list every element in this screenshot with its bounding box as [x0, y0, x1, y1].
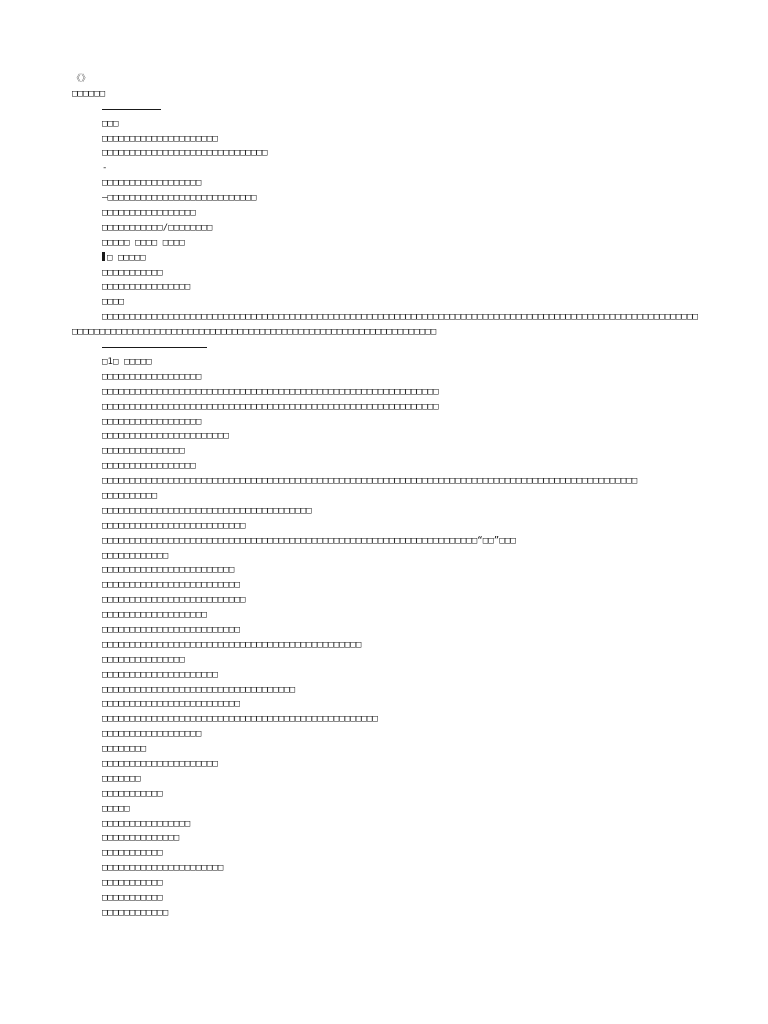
text-line: □□□□□□□□□□□□□□□ [102, 446, 185, 457]
text-line: □□□□□□□□□□□□□□□□□□□□□ [102, 759, 218, 770]
text-line: □□□□□□□□□□□□□□□□□□□□□ [102, 669, 218, 680]
text-line: □□□□□□□□□□□□□□□□ [102, 818, 191, 829]
text-line: □□□□□□□□□□□□□□□□□□□□□□□□□ [102, 625, 240, 635]
text-line: □□□□□□□□□□□□□□□□□□□□□□□□ [102, 565, 235, 576]
text-line: □□□□□□□□□□□□□□□□□□□□□□□□□□□□□□□□□□□□□□□□□□□□□□□□□□□□□□□□□□□□□□□□□□□□“□□”□□□ [102, 535, 516, 546]
text-line: □□□□□□□□□□ [102, 490, 158, 501]
text-line: □□□□□□□□□□□□□□□□□□□□□□□□□□□□□□ [102, 148, 268, 159]
text-line: □□□□□□□□□□□ [102, 848, 163, 859]
text-line: □□□□□ [102, 803, 130, 814]
heading-rule [72, 102, 698, 117]
bar-marker [102, 252, 105, 261]
text-line: □□□□□□□□□□□□□□□ [102, 654, 185, 665]
marked-line-text: □ □□□□□ [107, 252, 146, 263]
text-line: □□□□□□□□□□□□□□□□□□□□□ [102, 133, 218, 144]
text-line: —□□□□□□□□□□□□□□□□□□□□□□□□□□□ [102, 193, 257, 204]
text-line: □□□□□□□□□□□ [102, 267, 163, 278]
text-line: □□□□□□□□□□□□□□□□□□□□□□□□□□□□□□□□□□□□□□□□□□□□□□□ [102, 639, 362, 650]
text-line: □□□□□□□□□□□ [102, 788, 163, 799]
text-line: □□□□□□□□□□□□□□□□□□ [102, 729, 202, 740]
text-line: □□□□□□□□□□□□□□□□□□□□□□□□□□□□□□□□□□□ [102, 684, 296, 695]
text-line: □□□□□□□□ [102, 744, 147, 755]
text-line: □□□□□□□□□□□□□□□□□□□□□□□□□□ [102, 595, 246, 606]
text-line: □□□□□□□□□□□□□□□□□□□□□□□□□□□□□□□□□□□□□□□□□□□□□□□□□□ [102, 714, 378, 725]
text-line: □□□□□□□□□□□□□□□□□□ [102, 416, 202, 427]
section-title: □1□ □□□□□ [102, 356, 152, 367]
text-line: □□□□□□□□□□□□□□□□□ [102, 461, 196, 472]
text-line: □□□□□□□□□□□□□□□□□□□□□□ [102, 863, 224, 874]
text-line: □□□□□ □□□□ □□□□ [102, 237, 185, 248]
text-line: □□□□□□□□□□□/□□□□□□□□ [102, 222, 213, 233]
text-line: □□□□□□□□□□□ [102, 893, 163, 904]
text-line: □□□□□□□□□□□□□□□□□□□□□□□□□□□□□□□□□□□□□□□□□□□□□□□□□□□□□□□□□□□□□ [102, 386, 439, 397]
text-line: □□□□□□□□□□□□□□□□□□□□□□□□□□ [102, 520, 246, 531]
text-line: □□□□□□□□□□□□□□□□ [102, 282, 191, 293]
text-line: □□□□ [102, 297, 125, 308]
text-line: □□□□□□□□□□□□□□□□□□ [102, 178, 202, 189]
text-line: □□□□□□□□□□□□□□□□□□□ [102, 610, 207, 621]
marked-line [72, 251, 698, 266]
paragraph: □□□□□□□□□□□□□□□□□□□□□□□□□□□□□□□□□□□□□□□□□□□□□□□□□□□□□□□□□□□□□□□□□□□□□□□□□□□□□□□□□□□□□□□□□□□□□□□□□□□□□□□□□□□□□□□□□□□□□□□□□□□□□□□□□□□□□□□□□□□□□□□□□□□□□□□□□□□□□□□□□□□□□□□□□□□□□□ [72, 312, 698, 338]
text-line: □□□□□□□□□□□ [102, 878, 163, 889]
text-line: □□□□□□□□□□□□□□□□□ [102, 208, 196, 219]
text-line: □□□□□□□□□□□□□□□□□□□□□□□□□ [102, 580, 240, 591]
document-mark: 《》 [72, 74, 91, 84]
text-line: □□□□□□□□□□□□ [102, 550, 169, 561]
section-rule [72, 340, 698, 355]
text-line: □□□□□□□□□□□□□□□□□□□□□□□ [102, 431, 229, 442]
text-line: □□□□□□□□□□□□□□□□□□□□□□□□□ [102, 699, 240, 710]
text-line: □□□□□□□□□□□□□□□□□□□□□□□□□□□□□□□□□□□□□□ [102, 505, 312, 516]
text-line: □□□□□□□□□□□□□□ [102, 833, 180, 844]
text-line: □□□□□□□□□□□□□□□□□□ [102, 371, 202, 382]
paragraph: □□□□□□□□□□□□□□□□□□□□□□□□□□□□□□□□□□□□□□□□□□□□□□□□□□□□□□□□□□□□□□□□□□□□□□□□□□□□□□□□□□□□□□□□□□□□□□□□□ [102, 476, 638, 487]
text-line: □□□□□□□□□□□□ [102, 907, 169, 918]
document-heading: □□□□□□ [72, 88, 106, 99]
text-line: □□□□□□□□□□□□□□□□□□□□□□□□□□□□□□□□□□□□□□□□□□□□□□□□□□□□□□□□□□□□□ [102, 401, 439, 412]
document-page [72, 72, 698, 921]
text-line: - [102, 163, 108, 174]
text-line: □□□ [102, 118, 119, 129]
text-line: □□□□□□□ [102, 773, 141, 784]
